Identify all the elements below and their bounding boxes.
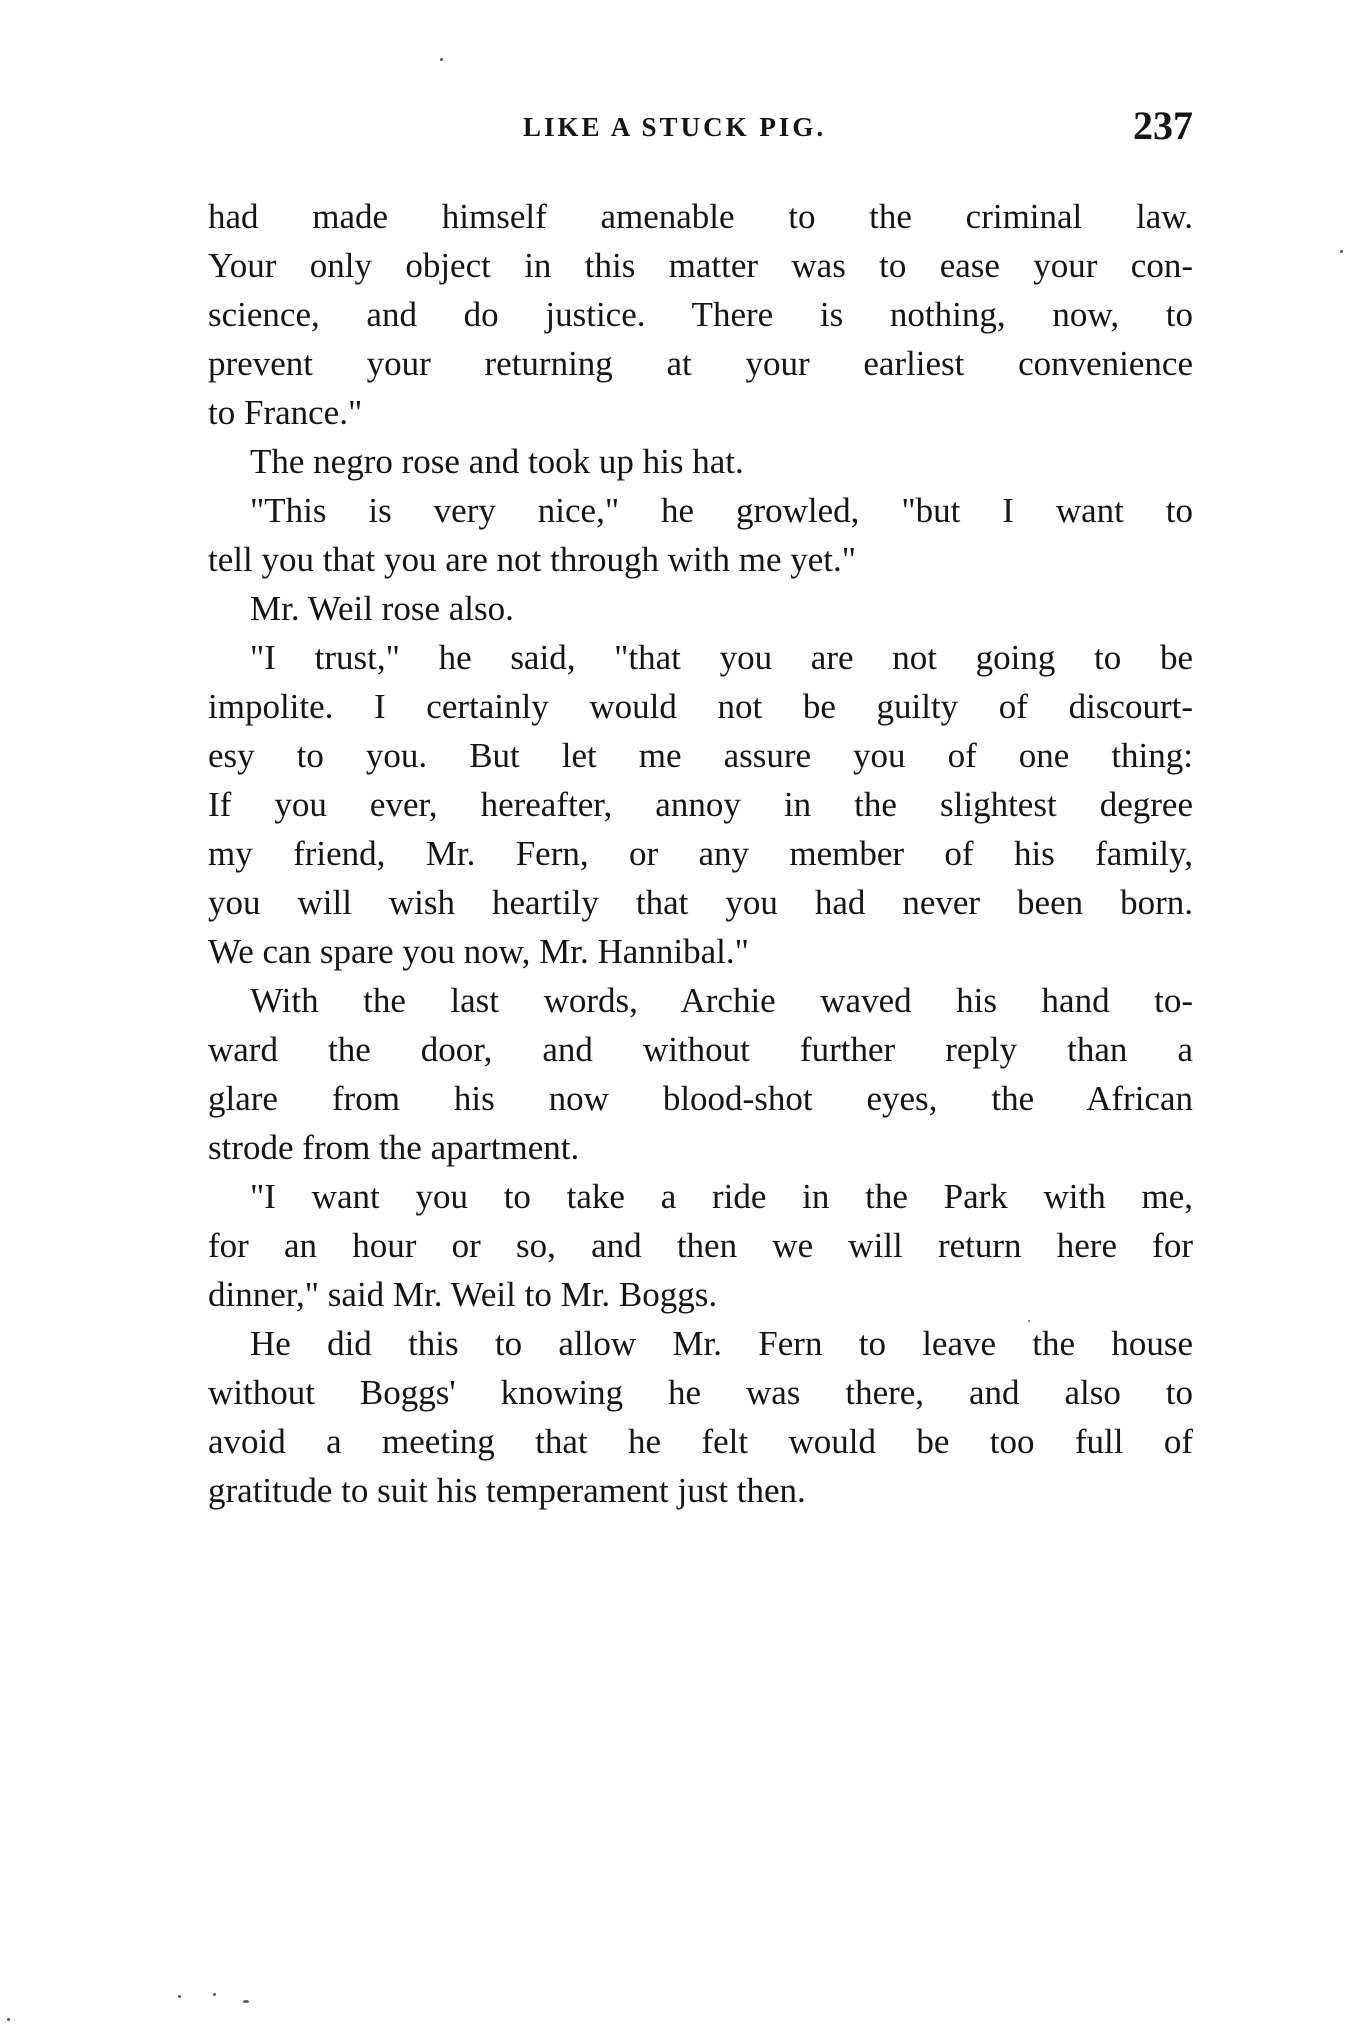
paragraph	[208, 486, 1193, 584]
text-line: Your only object in this matter was to ease your con-	[208, 246, 1193, 285]
paragraph	[208, 633, 1193, 976]
paragraph	[208, 976, 1193, 1172]
running-title: LIKE A STUCK PIG.	[523, 112, 827, 142]
page-number: 237	[1133, 103, 1193, 148]
print-speck	[213, 1993, 216, 1996]
text-line: ward the door, and without further reply than a	[208, 1030, 1193, 1069]
text-line: glare from his now blood-shot eyes, the African	[208, 1079, 1193, 1118]
paragraph	[208, 192, 1193, 437]
text-line: "This is very nice," he growled, "but I want to	[250, 491, 1193, 530]
running-head	[208, 103, 1193, 158]
text-line: for an hour or so, and then we will return here for	[208, 1226, 1193, 1265]
text-line: esy to you. But let me assure you of one thing:	[208, 736, 1193, 775]
text-line: If you ever, hereafter, annoy in the slightest degree	[208, 785, 1193, 824]
text-line: my friend, Mr. Fern, or any member of his family,	[208, 834, 1193, 873]
paragraph	[208, 437, 1193, 486]
print-speck	[243, 2000, 249, 2003]
text-line: We can spare you now, Mr. Hannibal."	[208, 932, 749, 971]
text-line: "I trust," he said, "that you are not going to be	[250, 638, 1193, 677]
text-line: "I want you to take a ride in the Park with me,	[250, 1177, 1193, 1216]
print-speck	[1028, 1320, 1030, 1322]
text-line: you will wish heartily that you had never been born.	[208, 883, 1193, 922]
text-line: avoid a meeting that he felt would be too full of	[208, 1422, 1193, 1461]
paragraph	[208, 1319, 1193, 1515]
text-line: Mr. Weil rose also.	[250, 589, 514, 628]
text-line: The negro rose and took up his hat.	[250, 442, 744, 481]
text-line: tell you that you are not through with me yet."	[208, 540, 857, 579]
text-line: With the last words, Archie waved his hand to-	[250, 981, 1193, 1020]
print-speck	[7, 2018, 10, 2021]
print-speck	[1340, 250, 1343, 253]
paragraph	[208, 1172, 1193, 1319]
paragraph	[208, 584, 1193, 633]
text-line: without Boggs' knowing he was there, and also to	[208, 1373, 1193, 1412]
text-line: He did this to allow Mr. Fern to leave the house	[250, 1324, 1193, 1363]
text-line: science, and do justice. There is nothing, now, to	[208, 295, 1193, 334]
body-text	[208, 192, 1193, 1515]
print-speck	[178, 1995, 181, 1998]
text-line: gratitude to suit his temperament just then.	[208, 1471, 806, 1510]
text-line: impolite. I certainly would not be guilty of discourt-	[208, 687, 1193, 726]
text-line: had made himself amenable to the criminal law.	[208, 197, 1193, 236]
print-speck	[440, 58, 443, 61]
text-line: strode from the apartment.	[208, 1128, 580, 1167]
text-line: prevent your returning at your earliest convenience	[208, 344, 1193, 383]
text-line: dinner," said Mr. Weil to Mr. Boggs.	[208, 1275, 718, 1314]
text-line: to France."	[208, 393, 363, 432]
